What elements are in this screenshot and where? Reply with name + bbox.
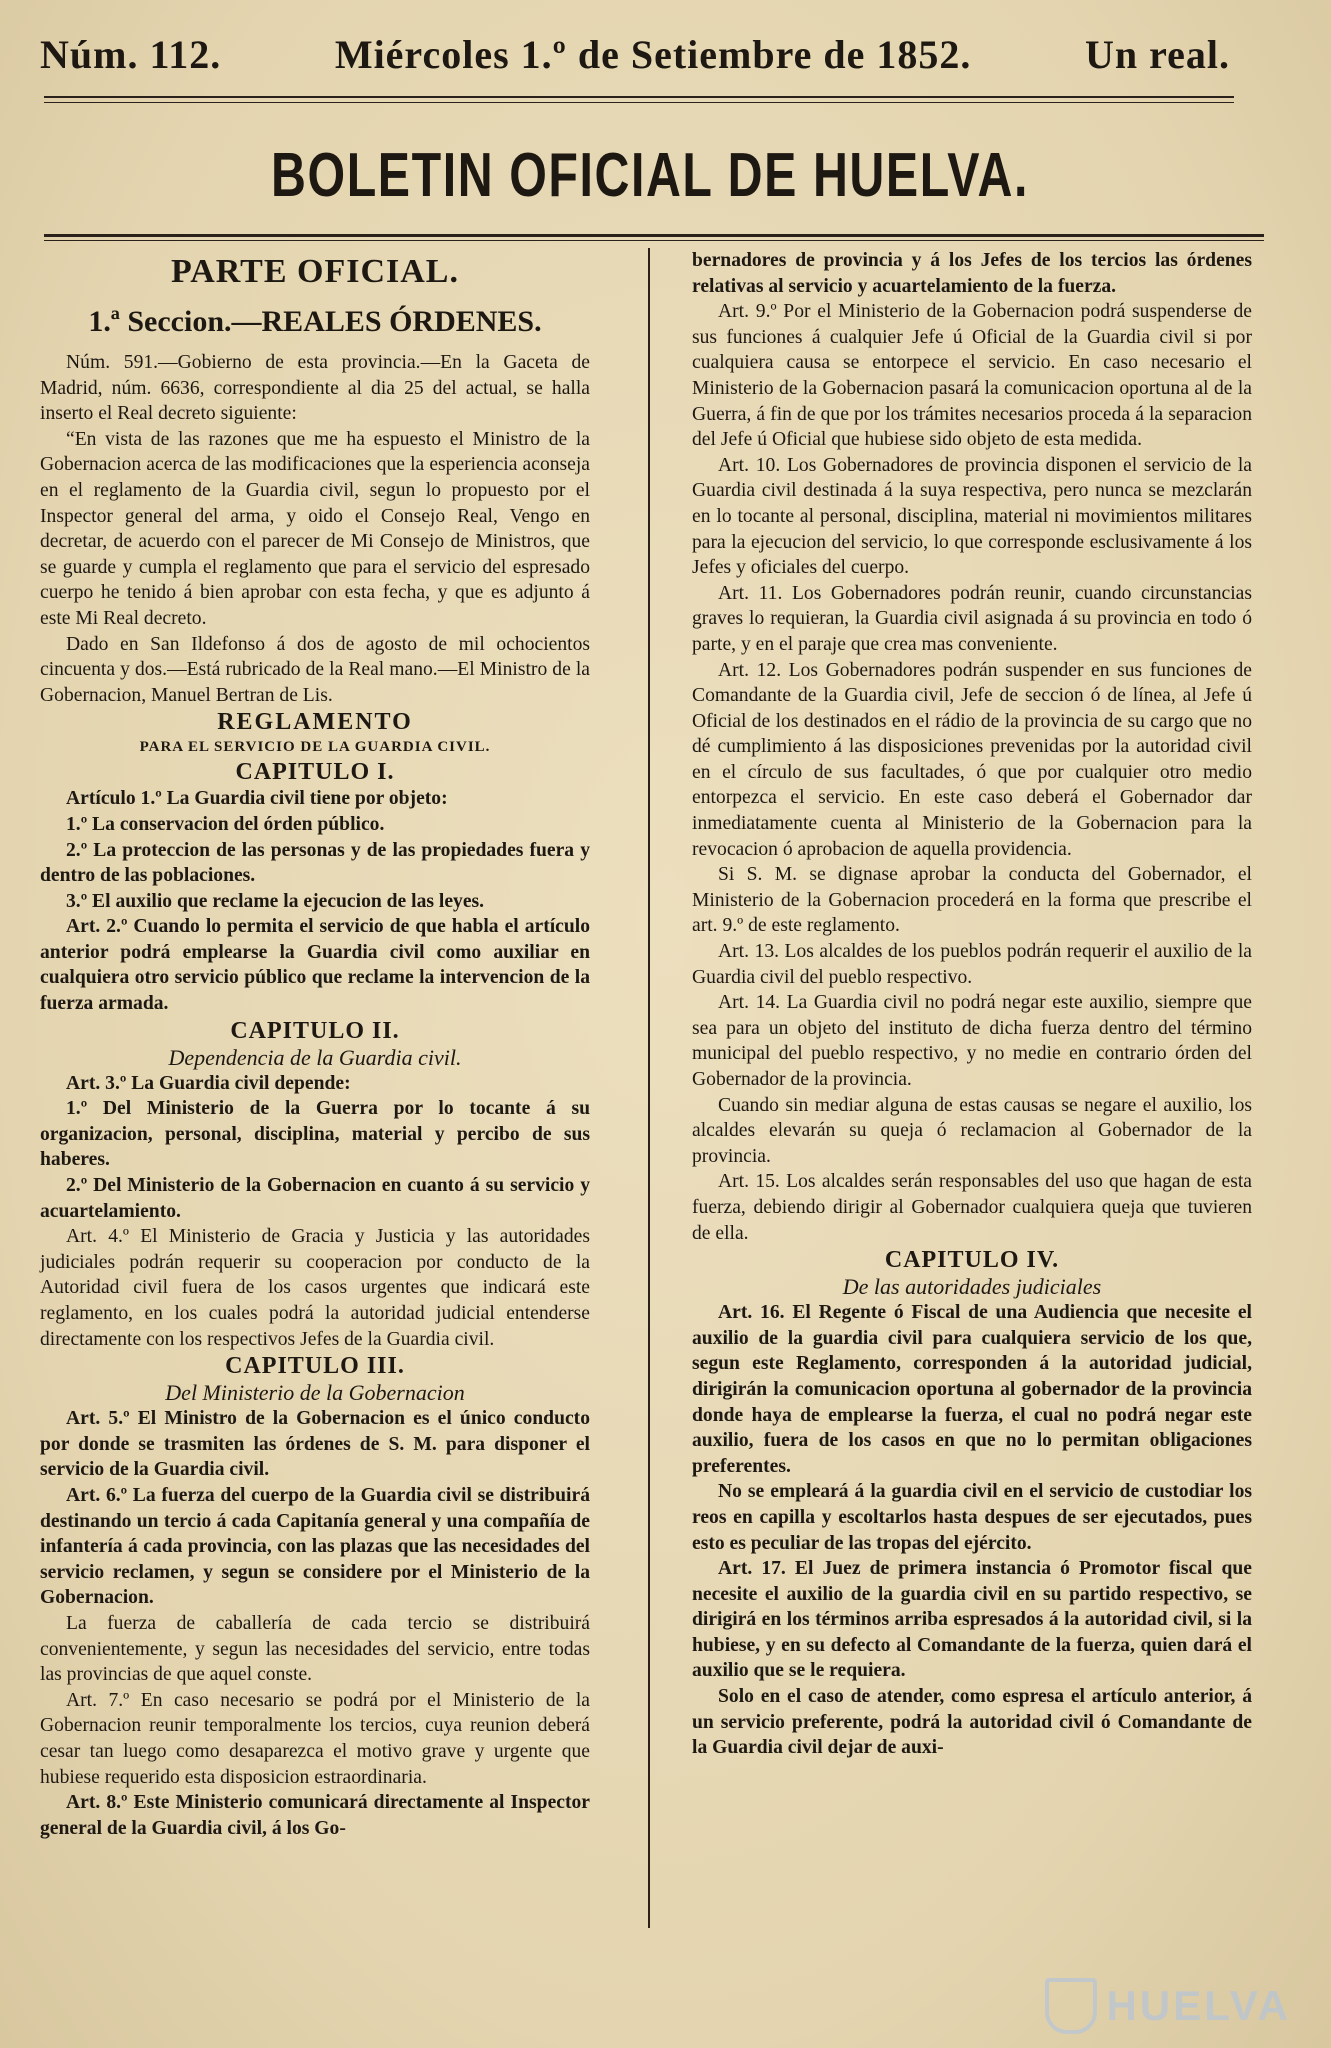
article: Artículo 1.º La Guardia civil tiene por objeto: bbox=[66, 788, 448, 810]
article: Art. 4.º El Ministerio de Gracia y Justicia y las autoridades judiciales podrán requerir su cooperacion por conducto de la Autoridad civil fuera de los casos urgentes que indicará este reglamento, en los cuales podrá la autoridad judicial entenderse directamente con los respectivos Jefes de la Guardia civil. bbox=[40, 1226, 590, 1350]
paragraph: bernadores de provincia y á los Jefes de los tercios las órdenes relativas al servicio y acuartelamiento de la fuerza. bbox=[692, 250, 1252, 297]
chapter-title: Del Ministerio de la Gobernacion bbox=[165, 1380, 465, 1406]
article: Art. 8.º Este Ministerio comunicará directamente al Inspector general de la Guardia civil, á los Go- bbox=[40, 1792, 590, 1839]
column-divider bbox=[648, 248, 650, 1928]
reglamento-subheading: PARA EL SERVICIO DE LA GUARDIA CIVIL. bbox=[139, 739, 491, 756]
paragraph: Solo en el caso de atender, como espresa el artículo anterior, á un servicio preferente, podrá la autoridad civil ó Comandante de la Guardia civil dejar de auxi- bbox=[692, 1686, 1252, 1759]
article: Art. 14. La Guardia civil no podrá negar este auxilio, siempre que sea para un objeto del instituto de dicha fuerza dentro del término municipal del pueblo respectivo, y no medie en contrario órden del Gobernador de la provincia. bbox=[692, 992, 1252, 1090]
newspaper-title: BOLETIN OFICIAL DE HUELVA. bbox=[271, 141, 1029, 210]
article: Art. 11. Los Gobernadores podrán reunir, cuando circunstancias graves lo requieran, la Guardia civil asignada á su provincia en todo ó parte, y en el paraje que crea mas conveniente. bbox=[692, 582, 1252, 655]
article: Art. 3.º La Guardia civil depende: bbox=[66, 1072, 351, 1094]
article-item: 2.º La proteccion de las personas y de las propiedades fuera y dentro de las poblaciones. bbox=[40, 839, 590, 887]
article: Art. 7.º En caso necesario se podrá por el Ministerio de la Gobernacion reunir temporalmente los tercios, cuya reunion deberá cesar tan luego como desaparezca el motivo grave y urgente que hubiese requerido esta disposicion estraordinaria. bbox=[40, 1689, 590, 1788]
article: Art. 15. Los alcaldes serán responsables del uso que hagan de esta fuerza, debiendo dirigir al Gobernador cualquiera queja que tuvieren de ella. bbox=[692, 1171, 1252, 1244]
chapter-title: Dependencia de la Guardia civil. bbox=[168, 1044, 462, 1070]
chapter-title: De las autoridades judiciales bbox=[842, 1274, 1102, 1300]
article: Art. 6.º La fuerza del cuerpo de la Guardia civil se distribuirá destinando un tercio á cada Capitanía general y una compañía de infantería á cada provincia, con las plazas que las necesidades del servicio reclamen, y segun se considere por el Ministerio de la Gobernacion. bbox=[40, 1484, 590, 1609]
chapter-heading: CAPITULO IV. bbox=[884, 1247, 1060, 1274]
title-rule-1 bbox=[44, 234, 1264, 237]
top-rule-1 bbox=[44, 96, 1234, 98]
right-column bbox=[692, 248, 1252, 1761]
part-heading: PARTE OFICIAL. bbox=[171, 253, 459, 290]
article: Art. 12. Los Gobernadores podrán suspender en sus funciones de Comandante de la Guardia civil, Jefe de seccion ó de línea, al Jefe ú Oficial de los destinados en el rádio de la provincia de su cargo que no dé cumplimiento á las disposiciones prevenidas por la autoridad civil en el círculo de sus facultades, ó que por cualquier otro medio entorpezca el servicio. En este caso deberá el Gobernador dar inmediatamente cuenta al Ministerio de la Gobernacion para la revocacion ó aprobacion de aquella providencia. bbox=[692, 659, 1252, 860]
paragraph: La fuerza de caballería de cada tercio se distribuirá convenientemente, y segun las necesidades del servicio, entre todas las provincias de que aquel conste. bbox=[40, 1612, 590, 1686]
paragraph: Dado en San Ildefonso á dos de agosto de mil ochocientos cincuenta y dos.—Está rubricado de la Real mano.—El Ministro de la Gobernacion, Manuel Bertran de Lis. bbox=[40, 633, 590, 706]
paragraph: “En vista de las razones que me ha espuesto el Ministro de la Gobernacion acerca de las modificaciones que la esperiencia aconseja en el reglamento de la Guardia civil, segun lo propuesto por el Inspector general del arma, y oido el Consejo Real, Vengo en decretar, de acuerdo con el parecer de Mi Consejo de Ministros, que se guarde y cumpla el reglamento que para el servicio del espresado cuerpo he tenido á bien aprobar con esta fecha, y que es adjunto á este Mi Real decreto. bbox=[40, 428, 590, 629]
paragraph: No se empleará á la guardia civil en el servicio de custodiar los reos en capilla y escoltarlos hasta despues de ser ejecutados, pues esto es peculiar de las tropas del ejército. bbox=[692, 1481, 1252, 1554]
article-item: 1.º La conservacion del órden público. bbox=[66, 813, 385, 835]
article: Art. 10. Los Gobernadores de provincia disponen el servicio de la Guardia civil destinada á la suya respectiva, pero nunca se mezclarán en lo tocante al personal, disciplina, material ni movimientos militares para la ejecucion del servicio, lo que corresponde esclusivamente á los Jefes y oficiales del cuerpo. bbox=[692, 454, 1252, 579]
top-rule-2 bbox=[44, 102, 1234, 103]
article: Art. 5.º El Ministro de la Gobernacion es el único conducto por donde se trasmiten las órdenes de S. M. para disponer el servicio de la Guardia civil. bbox=[40, 1408, 590, 1481]
article-item: 2.º Del Ministerio de la Gobernacion en cuanto á su servicio y acuartelamiento. bbox=[40, 1175, 590, 1222]
paragraph: Núm. 591.—Gobierno de esta provincia.—En la Gaceta de Madrid, núm. 6636, correspondiente al dia 25 del actual, se halla inserto el Real decreto siguiente: bbox=[40, 352, 590, 425]
article: Art. 9.º Por el Ministerio de la Gobernacion podrá suspenderse de sus funciones á cualquier Jefe ú Oficial de la Guardia civil si por cualquiera causa se entorpece el servicio. En caso necesario el Ministerio de la Gobernacion pasará la comunicacion oportuna al de la Guerra, á fin de que por los trámites necesarios proceda á la separacion del Jefe ú Oficial que hubiese sido objeto de esta medida. bbox=[692, 301, 1252, 451]
chapter-heading: CAPITULO I. bbox=[235, 759, 395, 786]
article: Art. 16. El Regente ó Fiscal de una Audiencia que necesite el auxilio de la guardia civil para cualquiera servicio de los que, segun este Reglamento, corresponden á la autoridad judicial, dirigirán la comunicacion oportuna al gobernador de la provincia donde haya de emplearse la fuerza, el cual no podrá negar este auxilio, fuera de los casos en que no lo permitan obligaciones preferentes. bbox=[692, 1302, 1252, 1477]
masthead bbox=[40, 24, 1230, 84]
issue-date: Miércoles 1.º de Setiembre de 1852. bbox=[334, 31, 972, 77]
article: Art. 13. Los alcaldes de los pueblos podrán requerir el auxilio de la Guardia civil del pueblo respectivo. bbox=[692, 941, 1252, 988]
paragraph: Si S. M. se dignase aprobar la conducta del Gobernador, el Ministerio de la Gobernacion procederá en la forma que prescribe el art. 9.º de este reglamento. bbox=[692, 864, 1252, 937]
left-column bbox=[40, 248, 590, 1841]
watermark-logo bbox=[1045, 1978, 1291, 2034]
article-item: 3.º El auxilio que reclame la ejecucion de las leyes. bbox=[66, 890, 485, 912]
reglamento-heading: REGLAMENTO bbox=[217, 709, 413, 736]
issue-number: Núm. 112. bbox=[40, 31, 222, 77]
issue-price: Un real. bbox=[1084, 31, 1230, 77]
article: Art. 2.º Cuando lo permita el servicio de que habla el artículo anterior podrá emplearse la Guardia civil como auxiliar en cualquiera otro servicio público que reclame la intervencion de la fuerza armada. bbox=[40, 916, 590, 1015]
paragraph: Cuando sin mediar alguna de estas causas se negare el auxilio, los alcaldes elevarán su queja ó reclamacion al Gobernador de la provincia. bbox=[692, 1094, 1252, 1167]
title-rule-2 bbox=[44, 240, 1264, 241]
article-item: 1.º Del Ministerio de la Guerra por lo tocante á su organizacion, personal, disciplina, material y percibo de sus haberes. bbox=[40, 1098, 590, 1171]
shield-icon bbox=[1045, 1978, 1097, 2034]
chapter-heading: CAPITULO III. bbox=[225, 1353, 405, 1380]
chapter-heading: CAPITULO II. bbox=[230, 1017, 400, 1044]
watermark-text: HUELVA bbox=[1106, 1982, 1291, 2029]
article: Art. 17. El Juez de primera instancia ó Promotor fiscal que necesite el auxilio de la guardia civil en su partido respectivo, se dirigirá en los términos arriba espresados á la autoridad civil, si la hubiese, y en su defecto al Comandante de la fuerza, quien dará el auxilio que se le requiera. bbox=[692, 1558, 1252, 1682]
section-heading: 1.ª Seccion.—REALES ÓRDENES. bbox=[88, 305, 542, 338]
